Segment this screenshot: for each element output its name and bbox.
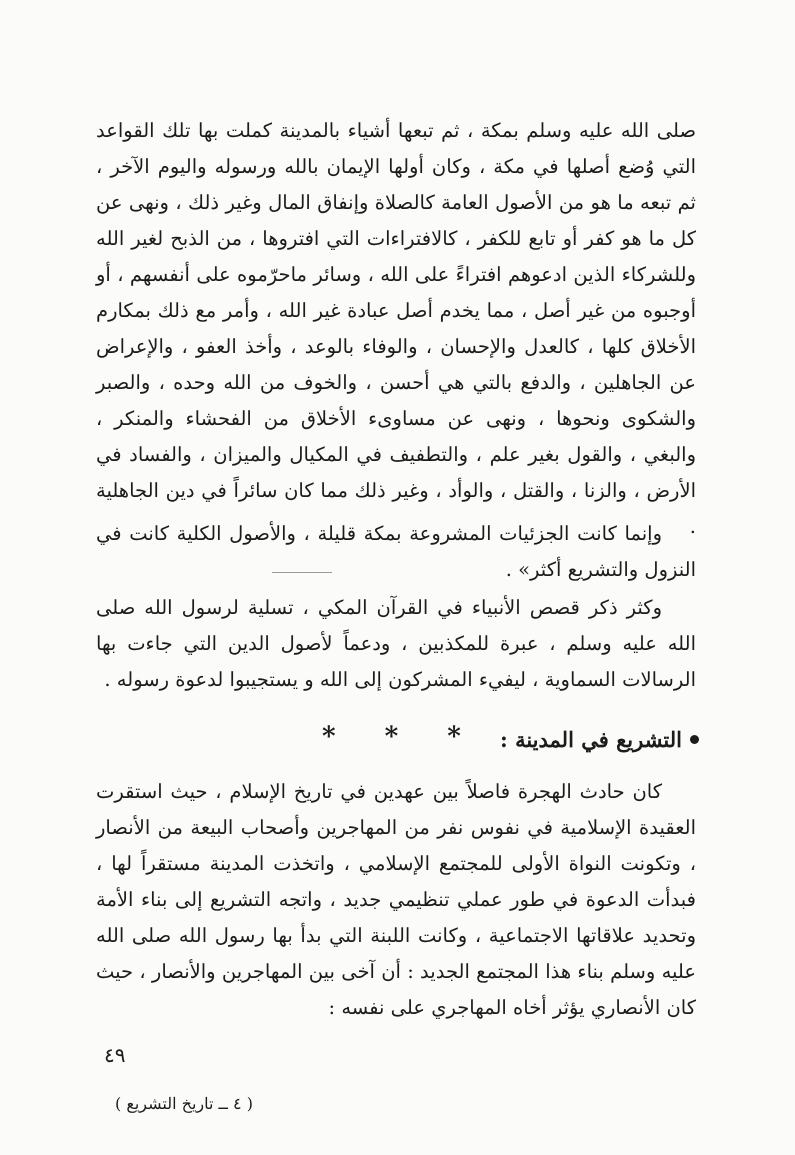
divider	[272, 572, 332, 573]
paragraph	[96, 516, 696, 588]
page-number: ٤٩	[104, 1043, 126, 1067]
section-heading-text: التشريع في المدينة :	[500, 727, 682, 752]
paragraph-3-text: وكثر ذكر قصص الأنبياء في القرآن المكي ، تسلية لرسول الله صلى الله عليه وسلم ، عبرة للمكذبين ، ودعماً لأصول الدين التي جاءت بها الرسالات السماوية ، ليفيء المشركون إلى الله و يستجيبوا لدعوة رسوله .	[96, 596, 696, 691]
footer-signature: ( ٤ ــ تاريخ التشريع )	[115, 1094, 253, 1113]
bullet-icon	[690, 735, 699, 744]
paragraph-2-text: وإنما كانت الجزئيات المشروعة بمكة قليلة ، والأصول الكلية كانت في النزول والتشريع أكثر» .	[96, 522, 696, 581]
paragraph	[96, 113, 696, 545]
paragraph-4-text: كان حادث الهجرة فاصلاً بين عهدين في تاريخ الإسلام ، حيث استقرت العقيدة الإسلامية في نفوس نفر من المهاجرين وأصحاب البيعة من الأنصار ، وتكونت النواة الأولى للمجتمع الإسلامي ، واتخذت المدينة مستقراً لها ، فبدأت الدعوة في طور عملي تنظيمي جديد ، واتجه التشريع إلى بناء الأمة وتحديد علاقاتها الاجتماعية ، وكانت اللبنة التي بدأ بها رسول الله صلى الله عليه وسلم بناء هذا المجتمع الجديد : أن آخى بين المهاجرين والأنصار ، حيث كان الأنصاري يؤثر أخاه المهاجري على نفسه :	[96, 780, 696, 1019]
paragraph	[96, 774, 696, 1026]
section-heading	[500, 727, 699, 752]
section-stars: * * *	[322, 722, 481, 752]
paragraph-1-text: صلى الله عليه وسلم بمكة ، ثم تبعها أشياء بالمدينة كملت بها تلك القواعد التي وُضع أصلها في مكة ، وكان أولها الإيمان بالله ورسوله واليوم الآخر ، ثم تبعه ما هو من الأصول العامة كالصلاة وإنفاق المال وغير ذلك ، ونهى عن كل ما هو كفر أو تابع للكفر ، كالافتراءات التي افتروها ، من الذبح لغير الله وللشركاء الذين ادعوهم افتراءً على الله ، وسائر ماحرّموه على أنفسهم ، أو أوجبوه من غير أصل ، مما يخدم أصل عبادة غير الله ، وأمر مع ذلك بمكارم الأخلاق كلها ، كالعدل والإحسان ، والوفاء بالوعد ، وأخذ العفو ، والإعراض عن الجاهلين ، والدفع بالتي هي أحسن ، والخوف من الله وحده ، والصبر والشكوى ونحوها ، ونهى عن مساوىء الأخلاق من الفحشاء والمنكر ، والبغي ، والقول بغير علم ، والتطفيف في المكيال والميزان ، والفساد في الأرض ، والزنا ، والقتل ، والوأد ، وغير ذلك مما كان سائراً في دين الجاهلية .	[96, 119, 696, 538]
paragraph	[96, 590, 696, 698]
